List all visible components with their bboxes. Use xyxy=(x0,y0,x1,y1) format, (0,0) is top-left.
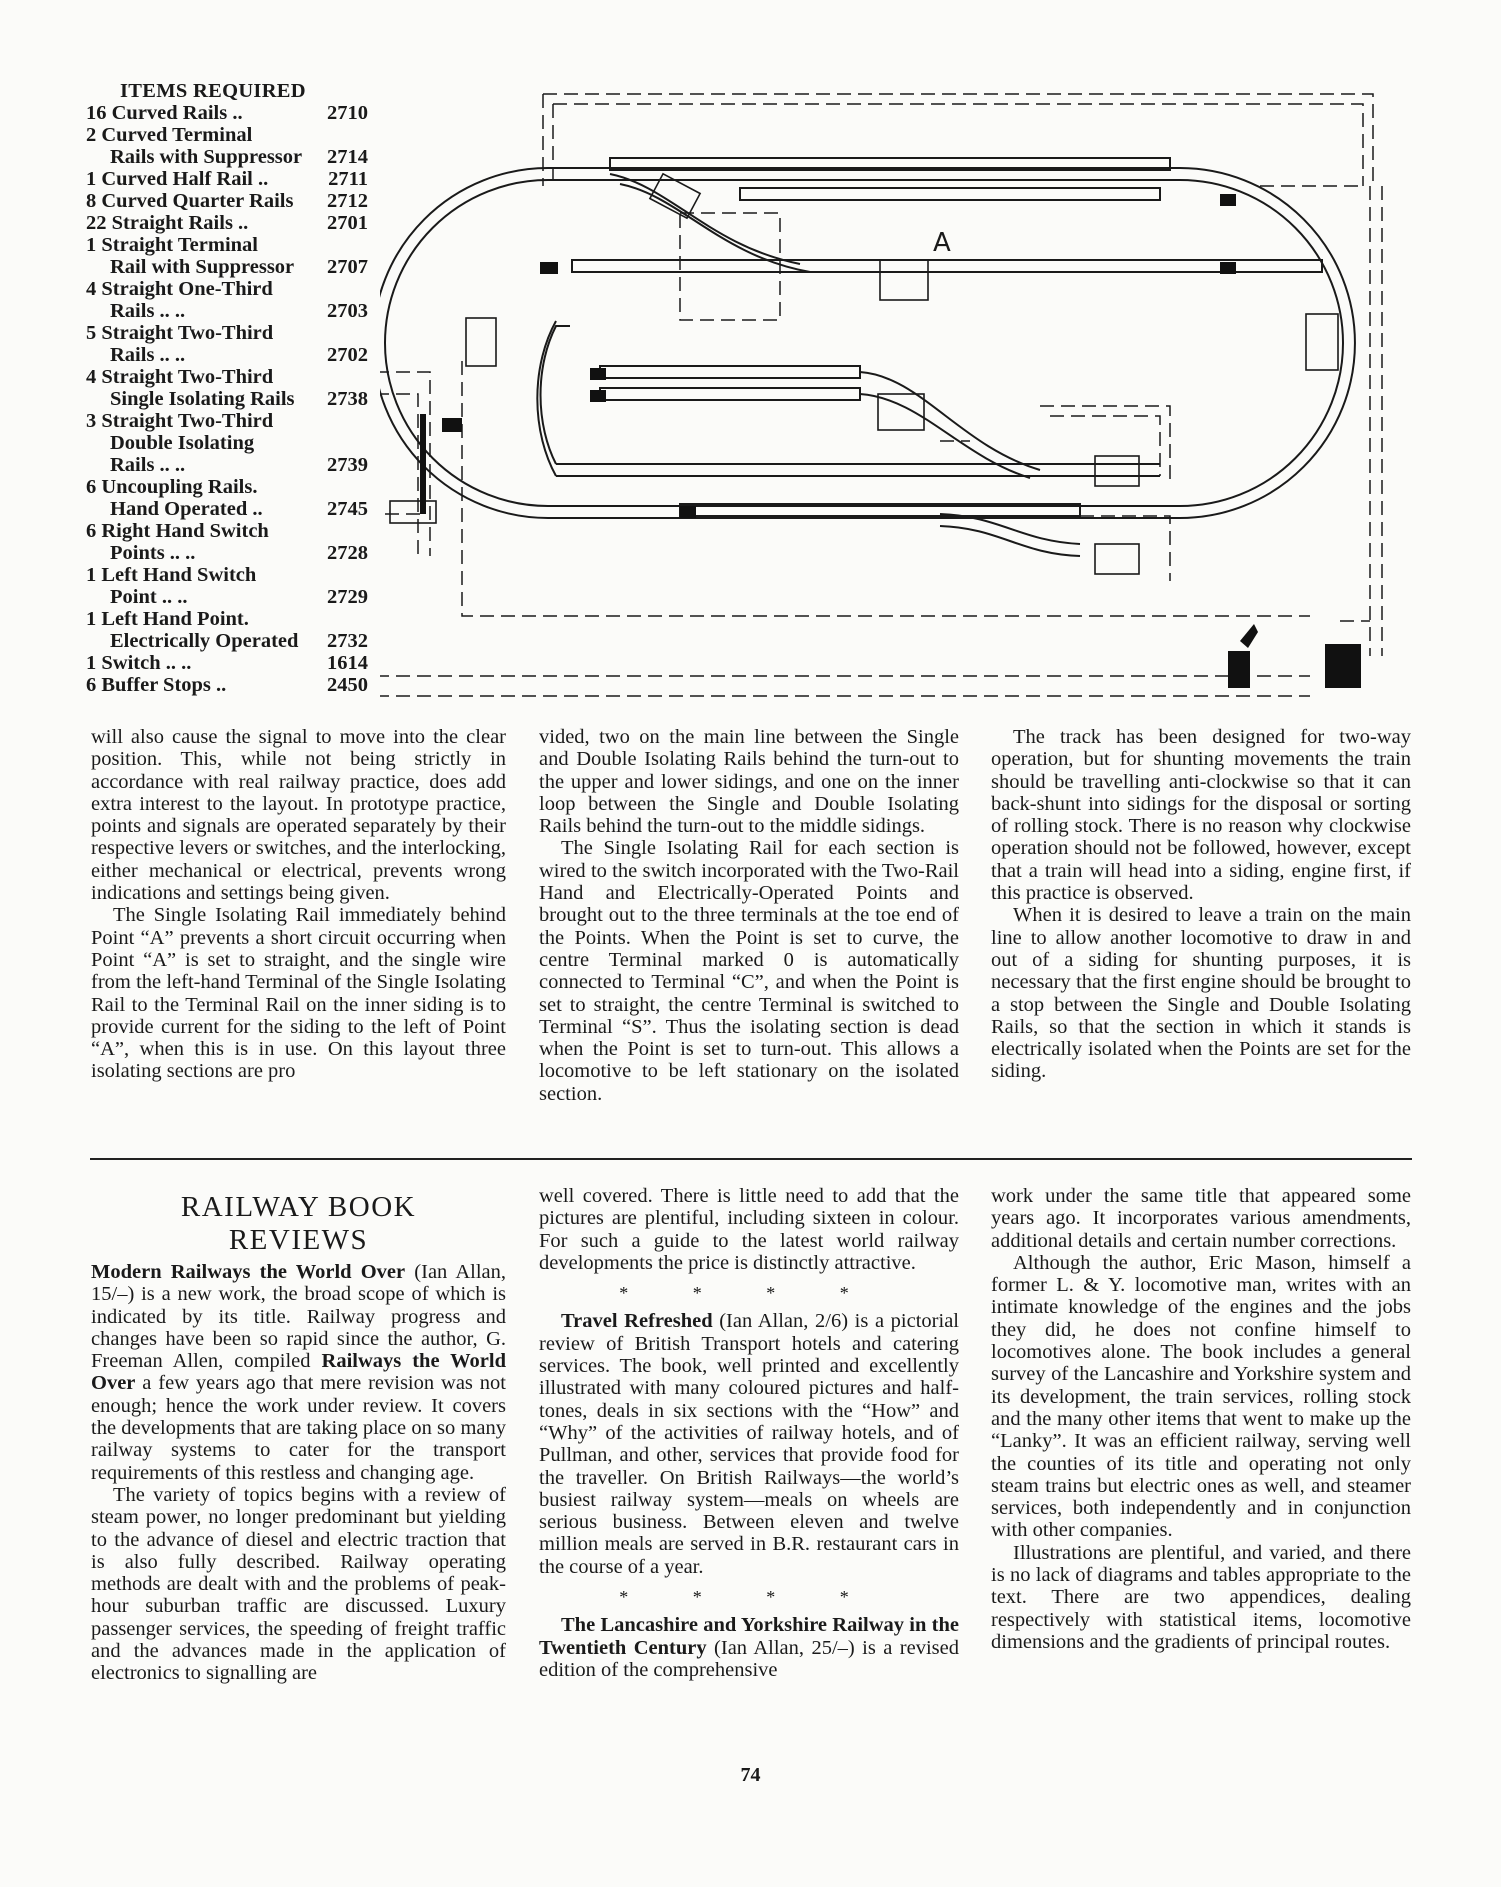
items-row-text: 4 Straight One-Third xyxy=(86,278,273,300)
items-row xyxy=(86,366,376,388)
items-required-heading: ITEMS REQUIRED xyxy=(120,80,306,102)
review-2-para xyxy=(539,1310,959,1578)
article-column-1 xyxy=(91,726,506,1083)
items-row-code: 2711 xyxy=(328,168,368,190)
items-row-text: 1 Curved Half Rail .. xyxy=(86,168,269,190)
items-row-text: 2 Curved Terminal xyxy=(86,124,253,146)
items-row xyxy=(86,190,376,212)
items-row-text: 16 Curved Rails .. xyxy=(86,102,243,124)
review-2-title: Travel Refreshed xyxy=(561,1310,713,1333)
items-row-code: 2701 xyxy=(327,212,368,234)
reviews-title-line-2: REVIEWS xyxy=(228,1224,369,1256)
items-row-text: Double Isolating xyxy=(110,432,255,454)
items-row xyxy=(86,476,376,498)
items-row-code: 2738 xyxy=(327,388,368,410)
items-row-text: Rails .. .. xyxy=(110,344,186,366)
items-row-text: Single Isolating Rails xyxy=(110,388,295,410)
items-row xyxy=(86,146,376,168)
track-layout-diagram xyxy=(380,76,1415,710)
items-row xyxy=(86,432,376,454)
article-col3-para-2: When it is desired to leave a train on the main line to allow another locomotive to draw in and out of a siding for shunting purposes, it is necessary that the first engine should be brought to a stop between the Single and Double Isolating Rails, so that the section in which it stands is electrically isolated when the Points are set for the siding. xyxy=(991,904,1411,1083)
section-stars-1: * * * * xyxy=(619,1283,879,1304)
items-row xyxy=(86,322,376,344)
items-row xyxy=(86,124,376,146)
items-row xyxy=(86,564,376,586)
article-col2-para-2: The Single Isolating Rail for each section is wired to the switch incorporated with the Two-Rail Hand and Electrically-Operated Points and brought out to the three terminals at the toe end of the Points. When the Point is set to curve, the centre Terminal marked 0 is automatically connected to Terminal “C”, and when the Point is set to straight, the centre Terminal is switched to Terminal “S”. Thus the isolating section is dead when the Point is set to turn-out. This allows a locomotive to be left stationary on the isolated section. xyxy=(539,837,959,1105)
items-row-code: 2702 xyxy=(327,344,368,366)
article-col2-para-1: vided, two on the main line between the Single and Double Isolating Rails behind the turn-out to the upper and lower sidings, and one on the inner loop between the Single and Double Isolating Rails behind the turn-out to the middle sidings. xyxy=(539,726,959,838)
items-row-text: Points .. .. xyxy=(110,542,196,564)
items-row-code: 2729 xyxy=(327,586,368,608)
review-1-para-2: The variety of topics begins with a review of steam power, no longer predominant but yielding to the advance of diesel and electric traction that is also fully described. Railway operating methods are dealt with and the problems of peak-hour suburban traffic are discussed. Luxury passenger services, the speeding of freight traffic and the advances made in the application of electronics to signalling are xyxy=(91,1483,506,1685)
items-row-code: 1614 xyxy=(327,652,368,674)
article-col1-para-1: will also cause the signal to move into the clear position. This, while not being strictly in accordance with real railway practice, does add extra interest to the layout. In prototype practice, points and signals are operated separately by their respective levers or switches, and the interlocking, either mechanical or electrical, prevents wrong indications and settings being given. xyxy=(91,726,506,905)
inner-loop-track xyxy=(537,321,1160,476)
items-row xyxy=(86,278,376,300)
items-row xyxy=(86,498,376,520)
review-3-para-1 xyxy=(539,1614,959,1681)
section-divider xyxy=(90,1158,1412,1160)
items-row xyxy=(86,344,376,366)
items-row-text: 3 Straight Two-Third xyxy=(86,410,274,432)
review-1-title: Modern Railways the World Over xyxy=(91,1261,406,1283)
items-row-text: Point .. .. xyxy=(110,586,188,608)
review-3-para-2: Although the author, Eric Mason, himself a former L. & Y. locomotive man, writes with an intimate knowledge of the engines and the jobs they did, he does not confine himself to locomotives alone. The book includes a general survey of the Lancashire and Yorkshire system and its development, the train services, rolling stock and the many other items that went to make up the “Lanky”. It was an efficient railway, serving well the counties of its title and operating not only steam trains but electric ones as well, and steamer services, both independently and in conjunction with other companies. xyxy=(991,1251,1411,1542)
article-col1-para-2: The Single Isolating Rail immediately behind Point “A” prevents a short circuit occurring when Point “A” is set to straight, and the single wire from the left-hand Terminal of the Single Isolating Rail to the Terminal Rail on the inner siding is to provide current for the siding to the left of Point “A”, when this is in use. On this layout three isolating sections are pro xyxy=(91,904,506,1083)
section-stars-2: * * * * xyxy=(619,1587,879,1608)
main-loop-track xyxy=(380,168,1355,518)
items-row xyxy=(86,608,376,630)
items-row-code: 2710 xyxy=(327,102,368,124)
article-column-2 xyxy=(539,726,959,1105)
review-2-text: (Ian Allan, 2/6) is a pictorial review of British Transport hotels and catering services. The book, well printed and excellently illustrated with many coloured pictures and half-tones, deals in six sections with the “How” and “Why” of the activities of railway hotels, and of Pullman, and other, services that provide food for the traveller. On British Railways—the world’s busiest railway system—meals on wheels are serious business. Between eleven and twelve million meals are served in B.R. restaurant cars in the course of a year. xyxy=(539,1310,959,1578)
signal-and-switch xyxy=(420,414,1361,688)
items-row-text: Hand Operated .. xyxy=(110,498,263,520)
items-row-text: 6 Buffer Stops .. xyxy=(86,674,227,696)
items-row-text: 6 Right Hand Switch xyxy=(86,520,269,542)
wiring-lines xyxy=(380,94,1382,696)
review-3-para-3: Illustrations are plentiful, and varied, and there is no lack of diagrams and tables appropriate to the text. There are two appendices, dealing respectively with statistical items, locomotive dimensions and the gradients of principal routes. xyxy=(991,1541,1411,1653)
review-1-text-a: (Ian Allan, 15/–) is a new work, the broad scope of which is indicated by its title. Railway progress and changes have been so rapid since the author, G. Freeman Allen, compiled xyxy=(91,1261,506,1373)
items-row-text: 8 Curved Quarter Rails xyxy=(86,190,294,212)
review-1-title-2: Railways the World Over xyxy=(91,1350,506,1395)
items-row xyxy=(86,234,376,256)
items-row-text: Rails .. .. xyxy=(110,454,186,476)
items-row xyxy=(86,300,376,322)
items-row xyxy=(86,168,376,190)
items-row-text: 22 Straight Rails .. xyxy=(86,212,249,234)
items-row xyxy=(86,674,376,696)
items-row-text: Electrically Operated xyxy=(110,630,299,652)
items-row-text: Rails with Suppressor xyxy=(110,146,303,168)
items-row-code: 2745 xyxy=(327,498,368,520)
items-row xyxy=(86,542,376,564)
items-row-text: 1 Left Hand Point. xyxy=(86,608,249,630)
reviews-title-line-1: RAILWAY BOOK xyxy=(180,1191,417,1223)
items-row-text: Rails .. .. xyxy=(110,300,186,322)
review-3-para-1-cont: work under the same title that appeared some years ago. It incorporates various amendments, additional details and certain number corrections. xyxy=(991,1185,1411,1252)
items-row xyxy=(86,586,376,608)
items-row xyxy=(86,520,376,542)
article-col3-para-1: The track has been designed for two-way operation, but for shunting movements the train should be travelling anti-clockwise so that it can back-shunt into sidings for the disposal or sorting of rolling stock. There is no reason why clockwise operation should not be followed, however, except that a train will head into a siding, engine first, if this practice is observed. xyxy=(991,726,1411,905)
items-row-code: 2707 xyxy=(327,256,368,278)
point-boxes xyxy=(390,174,1338,574)
items-row-code: 2714 xyxy=(327,146,368,168)
items-row xyxy=(86,454,376,476)
items-row-code: 2728 xyxy=(327,542,368,564)
items-row xyxy=(86,630,376,652)
article-column-3 xyxy=(991,726,1411,1083)
buffer-stops xyxy=(540,194,1236,518)
review-1-text-b: a few years ago that mere revision was not enough; hence the work under review. It covers the developments that are taking place on so many railway systems to cater for the transport requirements of this restless and changing age. xyxy=(91,1372,506,1484)
items-row xyxy=(86,256,376,278)
items-row-code: 2712 xyxy=(327,190,368,212)
page-number: 74 xyxy=(740,1764,761,1786)
items-row-code: 2450 xyxy=(327,674,368,696)
point-a-label: A xyxy=(933,228,951,258)
items-row-text: Rail with Suppressor xyxy=(110,256,295,278)
items-row-text: 5 Straight Two-Third xyxy=(86,322,274,344)
reviews-column-2 xyxy=(539,1185,959,1681)
items-row-code: 2703 xyxy=(327,300,368,322)
items-row-text: 4 Straight Two-Third xyxy=(86,366,274,388)
items-row xyxy=(86,102,376,124)
items-row-text: 6 Uncoupling Rails. xyxy=(86,476,258,498)
items-required-list xyxy=(86,80,376,696)
items-row xyxy=(86,388,376,410)
items-row-code: 2739 xyxy=(327,454,368,476)
review-1-para-3: well covered. There is little need to add that the pictures are plentiful, including sixteen in colour. For such a guide to the latest world railway developments the price is distinctly attractive. xyxy=(539,1185,959,1274)
items-row-text: 1 Straight Terminal xyxy=(86,234,258,256)
reviews-column-3 xyxy=(991,1185,1411,1653)
items-row-code: 2732 xyxy=(327,630,368,652)
items-row xyxy=(86,410,376,432)
items-row-text: 1 Switch .. .. xyxy=(86,652,192,674)
reviews-column-1 xyxy=(91,1185,506,1685)
review-3-title: The Lancashire and Yorkshire Railway in the Twentieth Century xyxy=(539,1614,959,1659)
items-row-text: 1 Left Hand Switch xyxy=(86,564,257,586)
review-3-text-a: (Ian Allan, 25/–) is a revised edition of the comprehensive xyxy=(539,1636,959,1681)
items-rows xyxy=(86,102,376,696)
items-row xyxy=(86,652,376,674)
review-1-para-1 xyxy=(91,1261,506,1484)
items-row xyxy=(86,212,376,234)
